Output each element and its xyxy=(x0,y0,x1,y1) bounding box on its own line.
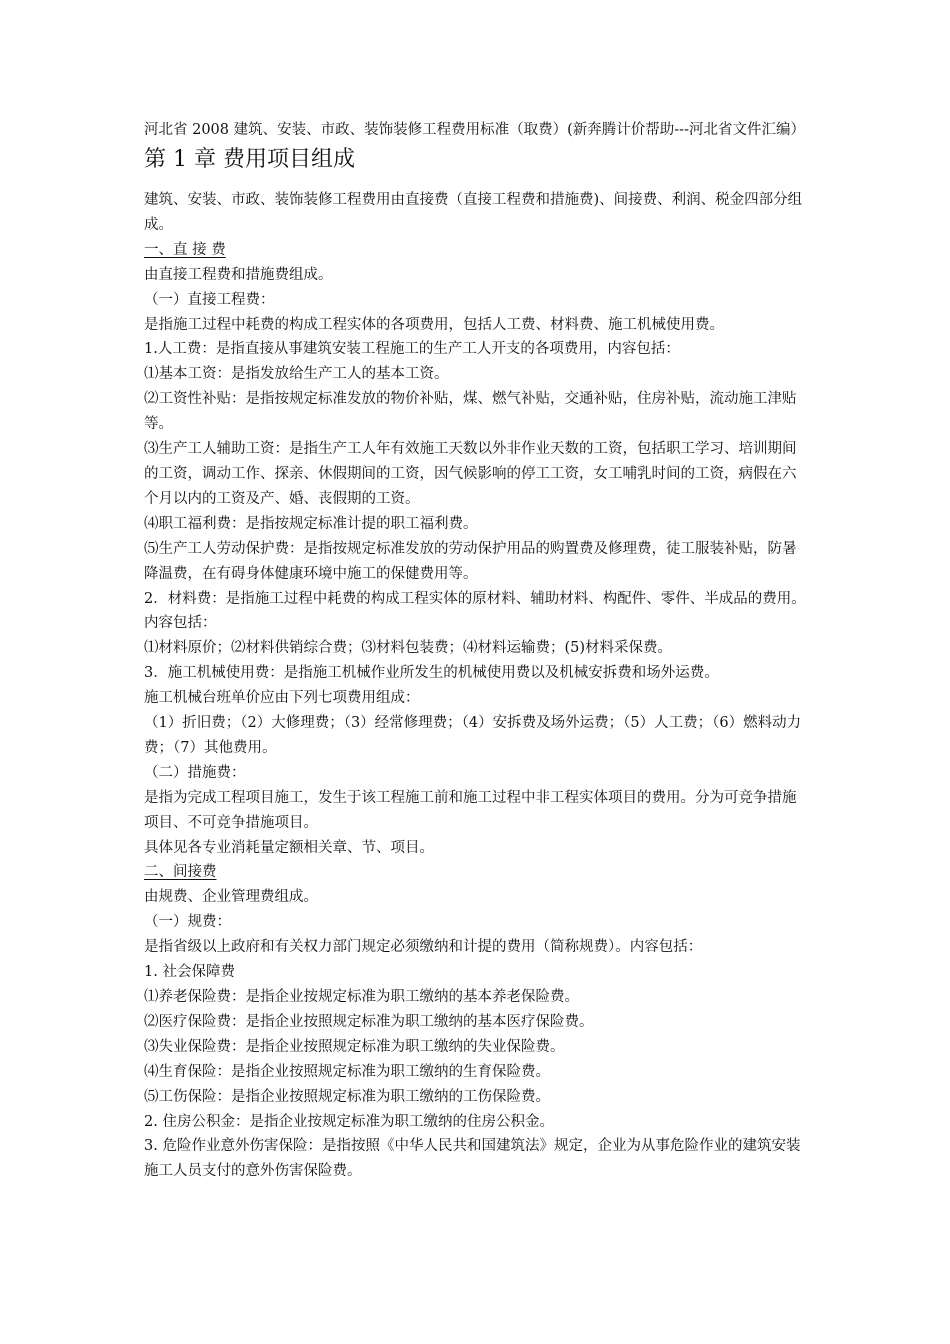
list-item: ⑴材料原价；⑵材料供销综合费；⑶材料包装费；⑷材料运输费；(5)材料采保费。 xyxy=(144,640,673,657)
list-item: （1）折旧费；（2）大修理费；（3）经常修理费；（4）安拆费及场外运费；（5）人工费；（6）燃料动力费；（7）其他费用。 xyxy=(144,715,802,756)
list-item: ⑸生产工人劳动保护费：是指按规定标准发放的劳动保护用品的购置费及修理费，徒工服装补贴，防暑降温费，在有碍身体健康环境中施工的保健费用等。 xyxy=(144,540,797,582)
list-item: ⑴基本工资：是指发放给生产工人的基本工资。 xyxy=(144,366,449,383)
list-item: ⑶生产工人辅助工资：是指生产工人年有效施工天数以外非作业天数的工资，包括职工学习、培训期间的工资，调动工作、探亲、休假期间的工资，因气候影响的停工工资，女工哺乳时间的工资，病假在六个月以内的工资及产、婚、丧假期的工资。 xyxy=(144,441,797,507)
paragraph: 1. 社会保障费 xyxy=(144,964,235,981)
intro-paragraph: 建筑、安装、市政、装饰装修工程费用由直接费（直接工程费和措施费)、间接费、利润、税金四部分组成。 xyxy=(144,192,803,233)
subsection-heading: （二）措施费： xyxy=(144,764,246,781)
paragraph: 是指施工过程中耗费的构成工程实体的各项费用，包括人工费、材料费、施工机械使用费。 xyxy=(144,316,724,333)
document-header: 河北省 2008 建筑、安装、市政、装饰装修工程费用标准（取费）(新奔腾计价帮助---河北省文件汇编） xyxy=(144,122,805,138)
document-page xyxy=(144,118,809,1184)
list-item: ⑸工伤保险：是指企业按照规定标准为职工缴纳的工伤保险费。 xyxy=(144,1088,550,1105)
paragraph: 3. 危险作业意外伤害保险：是指按照《中华人民共和国建筑法》规定，企业为从事危险作业的建筑安装施工人员支付的意外伤害保险费。 xyxy=(144,1138,801,1180)
list-item: ⑷生育保险：是指企业按照规定标准为职工缴纳的生育保险费。 xyxy=(144,1063,550,1080)
paragraph: 2．材料费：是指施工过程中耗费的构成工程实体的原材料、辅助材料、构配件、零件、半成品的费用。内容包括： xyxy=(144,590,806,632)
paragraph: 是指为完成工程项目施工，发生于该工程施工前和施工过程中非工程实体项目的费用。分为可竞争措施项目、不可竞争措施项目。 xyxy=(144,789,797,831)
list-item: ⑴养老保险费：是指企业按规定标准为职工缴纳的基本养老保险费。 xyxy=(144,989,579,1005)
list-item: ⑵医疗保险费：是指企业按照规定标准为职工缴纳的基本医疗保险费。 xyxy=(144,1013,594,1030)
subsection-heading: （一）直接工程费： xyxy=(144,291,275,308)
section-heading-direct-cost: 一、直 接 费 xyxy=(144,241,226,258)
paragraph: 是指省级以上政府和有关权力部门规定必须缴纳和计提的费用（简称规费）。内容包括： xyxy=(144,939,703,956)
paragraph: 2. 住房公积金：是指企业按规定标准为职工缴纳的住房公积金。 xyxy=(144,1113,554,1130)
list-item: ⑵工资性补贴：是指按规定标准发放的物价补贴，煤、燃气补贴，交通补贴，住房补贴，流动施工津贴等。 xyxy=(144,391,797,433)
chapter-title: 第 1 章 费用项目组成 xyxy=(144,147,355,172)
paragraph: 由规费、企业管理费组成。 xyxy=(144,889,318,906)
paragraph: 3．施工机械使用费：是指施工机械作业所发生的机械使用费以及机械安拆费和场外运费。 xyxy=(144,665,719,682)
paragraph: 1.人工费：是指直接从事建筑安装工程施工的生产工人开支的各项费用，内容包括： xyxy=(144,341,680,358)
section-heading-indirect-cost: 二、间接费 xyxy=(144,864,217,881)
list-item: ⑷职工福利费：是指按规定标准计提的职工福利费。 xyxy=(144,515,478,532)
subsection-heading: （一）规费： xyxy=(144,914,231,931)
list-item: ⑶失业保险费：是指企业按照规定标准为职工缴纳的失业保险费。 xyxy=(144,1038,565,1055)
paragraph: 施工机械台班单价应由下列七项费用组成： xyxy=(144,690,420,707)
paragraph: 由直接工程费和措施费组成。 xyxy=(144,266,333,283)
paragraph: 具体见各专业消耗量定额相关章、节、项目。 xyxy=(144,839,434,856)
